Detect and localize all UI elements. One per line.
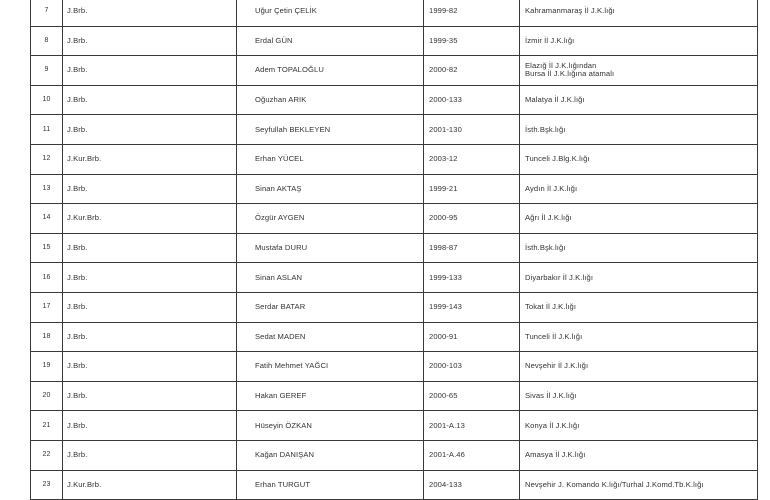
name-cell: Hakan GEREF [237,381,424,411]
unit-line: Bursa İl J.K.lığına atamalı [525,69,615,79]
unit-line: Malatya İl J.K.lığı [525,94,585,104]
unit-line: Elazığ İl J.K.lığından [525,61,597,71]
registry-number-cell: 2001-A.13 [424,411,520,441]
rank-cell: J.Kur.Brb. [63,204,237,234]
name-cell: Özgür AYGEN [237,204,424,234]
personnel-table-body [31,0,758,500]
table-row [31,56,758,86]
row-number-cell: 20 [31,381,63,411]
table-row [31,381,758,411]
table-row [31,263,758,293]
table-row [31,292,758,322]
row-number-cell: 11 [31,115,63,145]
unit-line: Tunceli J.Blg.K.lığı [525,154,590,164]
registry-number-cell: 1999-133 [424,263,520,293]
name-cell: Serdar BATAR [237,292,424,322]
row-number-cell: 7 [31,0,63,26]
rank-cell: J.Brb. [63,292,237,322]
unit-line: Konya İl J.K.lığı [525,420,580,430]
unit-line: Nevşehir J. Komando K.lığı/Turhal J.Komd.Tb.K.lığı [525,479,704,489]
row-number-cell: 19 [31,352,63,382]
table-row [31,115,758,145]
registry-number-cell: 2000-82 [424,56,520,86]
row-number-cell: 9 [31,56,63,86]
unit-cell [520,292,758,322]
table-row [31,144,758,174]
unit-line: İzmir İl J.K.lığı [525,35,575,45]
registry-number-cell: 1999-143 [424,292,520,322]
row-number-cell: 23 [31,470,63,500]
rank-cell: J.Brb. [63,115,237,145]
row-number-cell: 10 [31,85,63,115]
unit-cell [520,381,758,411]
unit-line: Tunceli İl J.K.lığı [525,331,583,341]
unit-line: Amasya İl J.K.lığı [525,450,586,460]
rank-cell: J.Brb. [63,322,237,352]
rank-cell: J.Brb. [63,440,237,470]
registry-number-cell: 1999-21 [424,174,520,204]
unit-cell [520,0,758,26]
rank-cell: J.Kur.Brb. [63,470,237,500]
table-row [31,233,758,263]
name-cell: Hüseyin ÖZKAN [237,411,424,441]
unit-line: İsth.Bşk.lığı [525,124,566,134]
unit-line: Ağrı İl J.K.lığı [525,213,572,223]
rank-cell: J.Brb. [63,352,237,382]
unit-cell [520,174,758,204]
rank-cell: J.Brb. [63,233,237,263]
rank-cell: J.Brb. [63,0,237,26]
unit-cell [520,322,758,352]
name-cell: Oğuzhan ARIK [237,85,424,115]
table-row [31,322,758,352]
row-number-cell: 12 [31,144,63,174]
registry-number-cell: 2000-95 [424,204,520,234]
registry-number-cell: 2000-65 [424,381,520,411]
table-row [31,26,758,56]
table-row [31,0,758,26]
registry-number-cell: 2000-91 [424,322,520,352]
unit-cell [520,233,758,263]
name-cell: Sinan AKTAŞ [237,174,424,204]
unit-cell [520,85,758,115]
name-cell: Sedat MADEN [237,322,424,352]
table-row [31,352,758,382]
row-number-cell: 15 [31,233,63,263]
row-number-cell: 14 [31,204,63,234]
table-row [31,174,758,204]
unit-cell [520,144,758,174]
name-cell: Uğur Çetin ÇELİK [237,0,424,26]
name-cell: Erhan YÜCEL [237,144,424,174]
row-number-cell: 13 [31,174,63,204]
row-number-cell: 18 [31,322,63,352]
unit-cell [520,26,758,56]
unit-line: Diyarbakır İl J.K.lığı [525,272,594,282]
name-cell: Sinan ASLAN [237,263,424,293]
table-row [31,440,758,470]
name-cell: Seyfullah BEKLEYEN [237,115,424,145]
rank-cell: J.Brb. [63,263,237,293]
row-number-cell: 17 [31,292,63,322]
rank-cell: J.Brb. [63,85,237,115]
unit-line: Kahramanmaraş İl J.K.lığı [525,6,615,16]
unit-line: İsth.Bşk.lığı [525,242,566,252]
row-number-cell: 21 [31,411,63,441]
rank-cell: J.Brb. [63,56,237,86]
table-row [31,411,758,441]
unit-line: Aydın İl J.K.lığı [525,183,578,193]
unit-cell [520,440,758,470]
unit-line: Sivas İl J.K.lığı [525,390,577,400]
rank-cell: J.Brb. [63,411,237,441]
registry-number-cell: 2001-A.46 [424,440,520,470]
row-number-cell: 22 [31,440,63,470]
personnel-table [30,0,758,500]
registry-number-cell: 2000-103 [424,352,520,382]
registry-number-cell: 2004-133 [424,470,520,500]
registry-number-cell: 2000-133 [424,85,520,115]
name-cell: Adem TOPALOĞLU [237,56,424,86]
unit-line: Tokat İl J.K.lığı [525,302,577,312]
name-cell: Mustafa DURU [237,233,424,263]
unit-cell [520,115,758,145]
registry-number-cell: 1998-87 [424,233,520,263]
registry-number-cell: 2001-130 [424,115,520,145]
name-cell: Fatih Mehmet YAĞCI [237,352,424,382]
row-number-cell: 8 [31,26,63,56]
unit-cell [520,204,758,234]
registry-number-cell: 2003-12 [424,144,520,174]
unit-cell [520,263,758,293]
registry-number-cell: 1999-35 [424,26,520,56]
rank-cell: J.Brb. [63,381,237,411]
name-cell: Erdal GÜN [237,26,424,56]
name-cell: Kağan DANIŞAN [237,440,424,470]
unit-line: Nevşehir İl J.K.lığı [525,361,589,371]
unit-cell [520,352,758,382]
rank-cell: J.Brb. [63,174,237,204]
unit-cell [520,56,758,86]
name-cell: Erhan TURGUT [237,470,424,500]
row-number-cell: 16 [31,263,63,293]
rank-cell: J.Brb. [63,26,237,56]
registry-number-cell: 1999-82 [424,0,520,26]
unit-cell [520,411,758,441]
rank-cell: J.Kur.Brb. [63,144,237,174]
table-row [31,85,758,115]
table-row [31,204,758,234]
